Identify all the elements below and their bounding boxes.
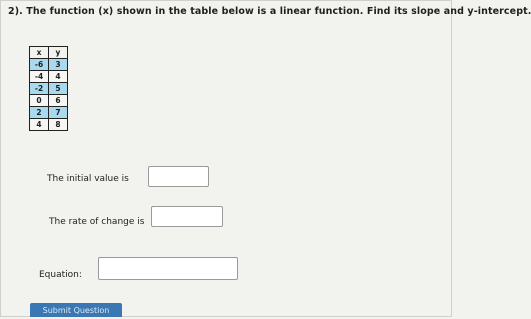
table-header-y: y	[49, 47, 68, 59]
table-cell: 0	[30, 95, 49, 107]
rate-of-change-input[interactable]	[151, 206, 223, 227]
table-row	[30, 83, 68, 95]
initial-value-label: The initial value is	[47, 174, 129, 184]
initial-value-input[interactable]	[148, 166, 209, 187]
table-row	[30, 107, 68, 119]
table-cell: 4	[49, 71, 68, 83]
table-row	[30, 71, 68, 83]
table-row	[30, 95, 68, 107]
table-row	[30, 119, 68, 131]
table-cell: 3	[49, 59, 68, 71]
table-cell: -4	[30, 71, 49, 83]
equation-label: Equation:	[39, 270, 82, 280]
table-cell: 7	[49, 107, 68, 119]
table-cell: -2	[30, 83, 49, 95]
table-cell: 2	[30, 107, 49, 119]
table-cell: 6	[49, 95, 68, 107]
table-cell: 8	[49, 119, 68, 131]
equation-input[interactable]	[98, 257, 238, 280]
table-cell: 5	[49, 83, 68, 95]
xy-table	[29, 46, 68, 131]
table-cell: -6	[30, 59, 49, 71]
question-text: 2). The function (x) shown in the table below is a linear function. Find its slope and y-intercept.	[8, 6, 531, 17]
rate-of-change-label: The rate of change is	[49, 217, 145, 227]
table-row	[30, 59, 68, 71]
table-cell: 4	[30, 119, 49, 131]
table-header-x: x	[30, 47, 49, 59]
submit-question-button[interactable]: Submit Question	[30, 303, 122, 317]
